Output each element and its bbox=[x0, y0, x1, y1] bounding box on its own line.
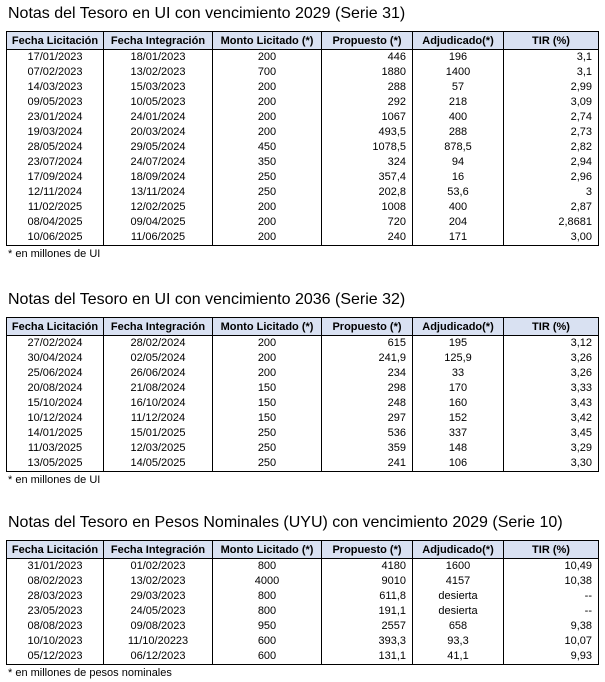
cell-tir: 9,38 bbox=[504, 619, 599, 634]
cell-monto-licitado: 600 bbox=[213, 649, 322, 665]
cell-adjudicado: 148 bbox=[413, 441, 504, 456]
table-row bbox=[7, 336, 599, 352]
cell-fecha-integracion: 10/05/2023 bbox=[104, 95, 213, 110]
cell-propuesto: 1067 bbox=[322, 110, 413, 125]
cell-tir: 2,73 bbox=[504, 125, 599, 140]
cell-adjudicado: 658 bbox=[413, 619, 504, 634]
cell-monto-licitado: 250 bbox=[213, 456, 322, 472]
cell-fecha-licitacion: 08/02/2023 bbox=[7, 574, 104, 589]
table-row bbox=[7, 200, 599, 215]
cell-fecha-integracion: 11/10/20223 bbox=[104, 634, 213, 649]
cell-propuesto: 4180 bbox=[322, 559, 413, 575]
cell-fecha-integracion: 09/04/2025 bbox=[104, 215, 213, 230]
header-row bbox=[7, 318, 599, 336]
cell-adjudicado: 106 bbox=[413, 456, 504, 472]
cell-fecha-licitacion: 23/01/2024 bbox=[7, 110, 104, 125]
cell-fecha-licitacion: 11/02/2025 bbox=[7, 200, 104, 215]
header-row bbox=[7, 32, 599, 50]
cell-tir: 3,00 bbox=[504, 230, 599, 246]
table-row bbox=[7, 574, 599, 589]
cell-monto-licitado: 200 bbox=[213, 110, 322, 125]
table-row bbox=[7, 604, 599, 619]
cell-propuesto: 9010 bbox=[322, 574, 413, 589]
section-serie-31 bbox=[6, 4, 598, 260]
cell-fecha-integracion: 26/06/2024 bbox=[104, 366, 213, 381]
cell-fecha-integracion: 28/02/2024 bbox=[104, 336, 213, 352]
cell-tir: 2,87 bbox=[504, 200, 599, 215]
table-row bbox=[7, 559, 599, 575]
cell-tir: 3,26 bbox=[504, 351, 599, 366]
header-row bbox=[7, 541, 599, 559]
cell-monto-licitado: 150 bbox=[213, 381, 322, 396]
footnote: * en millones de UI bbox=[8, 248, 101, 260]
cell-monto-licitado: 800 bbox=[213, 604, 322, 619]
cell-tir: 2,99 bbox=[504, 80, 599, 95]
cell-tir: 10,38 bbox=[504, 574, 599, 589]
cell-fecha-integracion: 12/02/2025 bbox=[104, 200, 213, 215]
cell-monto-licitado: 200 bbox=[213, 80, 322, 95]
cell-tir: 3,29 bbox=[504, 441, 599, 456]
table-row bbox=[7, 441, 599, 456]
cell-tir: -- bbox=[504, 604, 599, 619]
table-row bbox=[7, 140, 599, 155]
cell-adjudicado: 94 bbox=[413, 155, 504, 170]
cell-monto-licitado: 700 bbox=[213, 65, 322, 80]
cell-fecha-licitacion: 23/07/2024 bbox=[7, 155, 104, 170]
cell-propuesto: 611,8 bbox=[322, 589, 413, 604]
column-header-monto-licitado: Monto Licitado (*) bbox=[213, 541, 322, 559]
cell-propuesto: 2557 bbox=[322, 619, 413, 634]
cell-fecha-integracion: 29/05/2024 bbox=[104, 140, 213, 155]
cell-fecha-licitacion: 27/02/2024 bbox=[7, 336, 104, 352]
cell-fecha-licitacion: 28/03/2023 bbox=[7, 589, 104, 604]
table-row bbox=[7, 411, 599, 426]
cell-fecha-integracion: 18/09/2024 bbox=[104, 170, 213, 185]
section-title: Notas del Tesoro en UI con vencimiento 2036 (Serie 32) bbox=[8, 291, 406, 308]
cell-fecha-licitacion: 10/06/2025 bbox=[7, 230, 104, 246]
cell-fecha-integracion: 16/10/2024 bbox=[104, 396, 213, 411]
cell-fecha-licitacion: 14/03/2023 bbox=[7, 80, 104, 95]
cell-tir: 2,82 bbox=[504, 140, 599, 155]
cell-tir: 9,93 bbox=[504, 649, 599, 665]
cell-fecha-licitacion: 20/08/2024 bbox=[7, 381, 104, 396]
cell-tir: 3,33 bbox=[504, 381, 599, 396]
cell-monto-licitado: 600 bbox=[213, 634, 322, 649]
cell-propuesto: 1880 bbox=[322, 65, 413, 80]
cell-adjudicado: 218 bbox=[413, 95, 504, 110]
table-row bbox=[7, 170, 599, 185]
cell-adjudicado: 400 bbox=[413, 200, 504, 215]
cell-tir: 3 bbox=[504, 185, 599, 200]
cell-monto-licitado: 200 bbox=[213, 351, 322, 366]
cell-fecha-integracion: 14/05/2025 bbox=[104, 456, 213, 472]
cell-adjudicado: 16 bbox=[413, 170, 504, 185]
cell-monto-licitado: 350 bbox=[213, 155, 322, 170]
cell-fecha-integracion: 06/12/2023 bbox=[104, 649, 213, 665]
column-header-adjudicado: Adjudicado(*) bbox=[413, 32, 504, 50]
cell-monto-licitado: 250 bbox=[213, 441, 322, 456]
cell-propuesto: 446 bbox=[322, 50, 413, 66]
cell-fecha-licitacion: 11/03/2025 bbox=[7, 441, 104, 456]
cell-adjudicado: 171 bbox=[413, 230, 504, 246]
cell-tir: 3,09 bbox=[504, 95, 599, 110]
column-header-propuesto: Propuesto (*) bbox=[322, 541, 413, 559]
cell-tir: 3,43 bbox=[504, 396, 599, 411]
cell-fecha-licitacion: 13/05/2025 bbox=[7, 456, 104, 472]
cell-fecha-licitacion: 28/05/2024 bbox=[7, 140, 104, 155]
cell-propuesto: 248 bbox=[322, 396, 413, 411]
table-row bbox=[7, 456, 599, 472]
cell-adjudicado: 53,6 bbox=[413, 185, 504, 200]
cell-fecha-licitacion: 05/12/2023 bbox=[7, 649, 104, 665]
table-row bbox=[7, 215, 599, 230]
cell-fecha-licitacion: 08/04/2025 bbox=[7, 215, 104, 230]
cell-fecha-licitacion: 17/09/2024 bbox=[7, 170, 104, 185]
table-row bbox=[7, 351, 599, 366]
cell-tir: 3,30 bbox=[504, 456, 599, 472]
cell-fecha-integracion: 11/12/2024 bbox=[104, 411, 213, 426]
column-header-fecha-integracion: Fecha Integración bbox=[104, 541, 213, 559]
table-row bbox=[7, 65, 599, 80]
table-row bbox=[7, 230, 599, 246]
cell-monto-licitado: 200 bbox=[213, 336, 322, 352]
cell-monto-licitado: 800 bbox=[213, 559, 322, 575]
cell-propuesto: 292 bbox=[322, 95, 413, 110]
cell-fecha-licitacion: 31/01/2023 bbox=[7, 559, 104, 575]
cell-adjudicado: 337 bbox=[413, 426, 504, 441]
cell-adjudicado: 57 bbox=[413, 80, 504, 95]
footnote: * en millones de pesos nominales bbox=[8, 667, 172, 679]
cell-propuesto: 298 bbox=[322, 381, 413, 396]
table-row bbox=[7, 634, 599, 649]
cell-monto-licitado: 250 bbox=[213, 170, 322, 185]
table-row bbox=[7, 381, 599, 396]
column-header-fecha-licitacion: Fecha Licitación bbox=[7, 318, 104, 336]
cell-tir: 10,49 bbox=[504, 559, 599, 575]
cell-fecha-licitacion: 25/06/2024 bbox=[7, 366, 104, 381]
cell-propuesto: 241,9 bbox=[322, 351, 413, 366]
cell-propuesto: 1008 bbox=[322, 200, 413, 215]
data-table bbox=[6, 317, 599, 472]
cell-adjudicado: 33 bbox=[413, 366, 504, 381]
cell-propuesto: 288 bbox=[322, 80, 413, 95]
column-header-tir: TIR (%) bbox=[504, 32, 599, 50]
cell-adjudicado: 195 bbox=[413, 336, 504, 352]
table-row bbox=[7, 185, 599, 200]
cell-tir: 2,74 bbox=[504, 110, 599, 125]
column-header-monto-licitado: Monto Licitado (*) bbox=[213, 318, 322, 336]
cell-fecha-integracion: 15/01/2025 bbox=[104, 426, 213, 441]
section-serie-10 bbox=[6, 513, 598, 679]
column-header-fecha-licitacion: Fecha Licitación bbox=[7, 32, 104, 50]
cell-adjudicado: 93,3 bbox=[413, 634, 504, 649]
cell-adjudicado: desierta bbox=[413, 604, 504, 619]
cell-adjudicado: 41,1 bbox=[413, 649, 504, 665]
column-header-fecha-integracion: Fecha Integración bbox=[104, 32, 213, 50]
cell-fecha-integracion: 01/02/2023 bbox=[104, 559, 213, 575]
cell-fecha-licitacion: 10/10/2023 bbox=[7, 634, 104, 649]
cell-tir: 3,26 bbox=[504, 366, 599, 381]
cell-adjudicado: 1600 bbox=[413, 559, 504, 575]
cell-adjudicado: 170 bbox=[413, 381, 504, 396]
cell-fecha-licitacion: 09/05/2023 bbox=[7, 95, 104, 110]
cell-fecha-integracion: 13/02/2023 bbox=[104, 574, 213, 589]
cell-fecha-integracion: 20/03/2024 bbox=[104, 125, 213, 140]
cell-fecha-licitacion: 17/01/2023 bbox=[7, 50, 104, 66]
cell-propuesto: 493,5 bbox=[322, 125, 413, 140]
cell-fecha-integracion: 24/01/2024 bbox=[104, 110, 213, 125]
cell-adjudicado: 196 bbox=[413, 50, 504, 66]
cell-propuesto: 536 bbox=[322, 426, 413, 441]
cell-fecha-licitacion: 08/08/2023 bbox=[7, 619, 104, 634]
cell-tir: -- bbox=[504, 589, 599, 604]
cell-propuesto: 393,3 bbox=[322, 634, 413, 649]
table-row bbox=[7, 426, 599, 441]
cell-monto-licitado: 450 bbox=[213, 140, 322, 155]
cell-adjudicado: 125,9 bbox=[413, 351, 504, 366]
cell-fecha-integracion: 13/11/2024 bbox=[104, 185, 213, 200]
cell-fecha-integracion: 18/01/2023 bbox=[104, 50, 213, 66]
cell-fecha-integracion: 12/03/2025 bbox=[104, 441, 213, 456]
cell-monto-licitado: 800 bbox=[213, 589, 322, 604]
cell-monto-licitado: 250 bbox=[213, 426, 322, 441]
table-row bbox=[7, 649, 599, 665]
column-header-fecha-licitacion: Fecha Licitación bbox=[7, 541, 104, 559]
cell-adjudicado: 204 bbox=[413, 215, 504, 230]
cell-propuesto: 202,8 bbox=[322, 185, 413, 200]
column-header-adjudicado: Adjudicado(*) bbox=[413, 318, 504, 336]
cell-fecha-licitacion: 07/02/2023 bbox=[7, 65, 104, 80]
cell-tir: 3,1 bbox=[504, 65, 599, 80]
cell-monto-licitado: 4000 bbox=[213, 574, 322, 589]
cell-propuesto: 234 bbox=[322, 366, 413, 381]
footnote: * en millones de UI bbox=[8, 474, 101, 486]
cell-fecha-integracion: 24/07/2024 bbox=[104, 155, 213, 170]
cell-propuesto: 1078,5 bbox=[322, 140, 413, 155]
cell-fecha-integracion: 13/02/2023 bbox=[104, 65, 213, 80]
cell-monto-licitado: 200 bbox=[213, 215, 322, 230]
cell-monto-licitado: 200 bbox=[213, 125, 322, 140]
cell-propuesto: 357,4 bbox=[322, 170, 413, 185]
cell-propuesto: 297 bbox=[322, 411, 413, 426]
table-row bbox=[7, 619, 599, 634]
cell-monto-licitado: 150 bbox=[213, 396, 322, 411]
data-table bbox=[6, 540, 599, 665]
table-row bbox=[7, 396, 599, 411]
cell-adjudicado: 288 bbox=[413, 125, 504, 140]
cell-propuesto: 241 bbox=[322, 456, 413, 472]
cell-fecha-licitacion: 19/03/2024 bbox=[7, 125, 104, 140]
table-row bbox=[7, 95, 599, 110]
cell-fecha-licitacion: 15/10/2024 bbox=[7, 396, 104, 411]
table-row bbox=[7, 110, 599, 125]
data-table bbox=[6, 31, 599, 246]
cell-propuesto: 720 bbox=[322, 215, 413, 230]
column-header-fecha-integracion: Fecha Integración bbox=[104, 318, 213, 336]
cell-tir: 2,96 bbox=[504, 170, 599, 185]
cell-fecha-integracion: 09/08/2023 bbox=[104, 619, 213, 634]
table-row bbox=[7, 155, 599, 170]
cell-monto-licitado: 200 bbox=[213, 366, 322, 381]
cell-adjudicado: 878,5 bbox=[413, 140, 504, 155]
cell-tir: 3,1 bbox=[504, 50, 599, 66]
cell-propuesto: 240 bbox=[322, 230, 413, 246]
cell-tir: 3,42 bbox=[504, 411, 599, 426]
cell-monto-licitado: 200 bbox=[213, 95, 322, 110]
cell-monto-licitado: 200 bbox=[213, 200, 322, 215]
cell-adjudicado: 152 bbox=[413, 411, 504, 426]
column-header-adjudicado: Adjudicado(*) bbox=[413, 541, 504, 559]
cell-fecha-integracion: 24/05/2023 bbox=[104, 604, 213, 619]
cell-monto-licitado: 950 bbox=[213, 619, 322, 634]
cell-tir: 2,8681 bbox=[504, 215, 599, 230]
table-row bbox=[7, 50, 599, 66]
cell-fecha-integracion: 11/06/2025 bbox=[104, 230, 213, 246]
cell-fecha-licitacion: 30/04/2024 bbox=[7, 351, 104, 366]
cell-propuesto: 615 bbox=[322, 336, 413, 352]
column-header-monto-licitado: Monto Licitado (*) bbox=[213, 32, 322, 50]
cell-tir: 2,94 bbox=[504, 155, 599, 170]
column-header-propuesto: Propuesto (*) bbox=[322, 318, 413, 336]
section-title: Notas del Tesoro en UI con vencimiento 2029 (Serie 31) bbox=[8, 5, 406, 22]
cell-fecha-licitacion: 14/01/2025 bbox=[7, 426, 104, 441]
cell-fecha-integracion: 21/08/2024 bbox=[104, 381, 213, 396]
cell-tir: 3,45 bbox=[504, 426, 599, 441]
cell-adjudicado: 4157 bbox=[413, 574, 504, 589]
cell-fecha-licitacion: 12/11/2024 bbox=[7, 185, 104, 200]
column-header-tir: TIR (%) bbox=[504, 318, 599, 336]
cell-propuesto: 191,1 bbox=[322, 604, 413, 619]
cell-fecha-licitacion: 23/05/2023 bbox=[7, 604, 104, 619]
section-serie-32 bbox=[6, 290, 598, 486]
cell-monto-licitado: 200 bbox=[213, 50, 322, 66]
table-row bbox=[7, 589, 599, 604]
cell-propuesto: 131,1 bbox=[322, 649, 413, 665]
cell-propuesto: 359 bbox=[322, 441, 413, 456]
column-header-tir: TIR (%) bbox=[504, 541, 599, 559]
cell-monto-licitado: 250 bbox=[213, 185, 322, 200]
cell-adjudicado: 400 bbox=[413, 110, 504, 125]
cell-propuesto: 324 bbox=[322, 155, 413, 170]
cell-monto-licitado: 200 bbox=[213, 230, 322, 246]
column-header-propuesto: Propuesto (*) bbox=[322, 32, 413, 50]
cell-tir: 3,12 bbox=[504, 336, 599, 352]
table-row bbox=[7, 80, 599, 95]
cell-fecha-integracion: 29/03/2023 bbox=[104, 589, 213, 604]
cell-adjudicado: desierta bbox=[413, 589, 504, 604]
table-row bbox=[7, 125, 599, 140]
cell-fecha-integracion: 15/03/2023 bbox=[104, 80, 213, 95]
table-row bbox=[7, 366, 599, 381]
cell-fecha-licitacion: 10/12/2024 bbox=[7, 411, 104, 426]
section-title: Notas del Tesoro en Pesos Nominales (UYU) con vencimiento 2029 (Serie 10) bbox=[8, 514, 563, 531]
cell-adjudicado: 1400 bbox=[413, 65, 504, 80]
cell-tir: 10,07 bbox=[504, 634, 599, 649]
cell-fecha-integracion: 02/05/2024 bbox=[104, 351, 213, 366]
cell-adjudicado: 160 bbox=[413, 396, 504, 411]
cell-monto-licitado: 150 bbox=[213, 411, 322, 426]
